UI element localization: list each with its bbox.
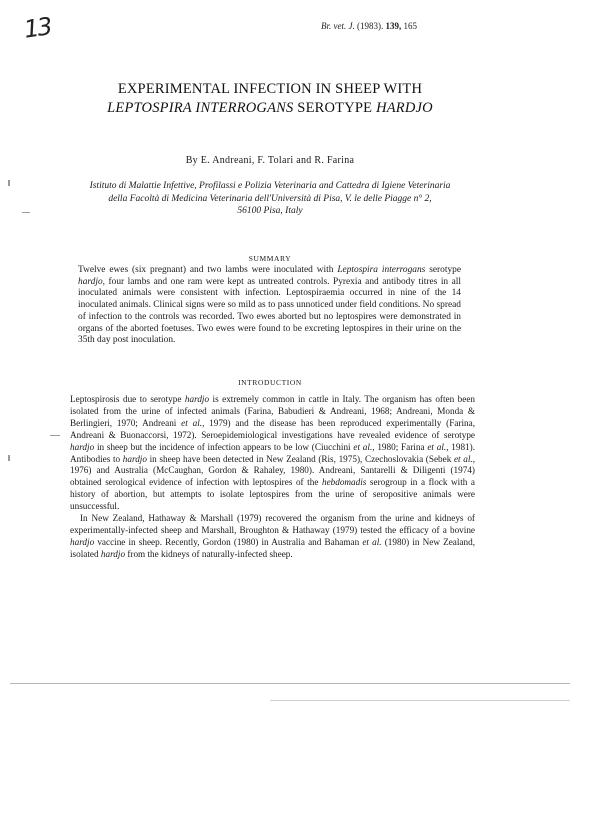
summary-run: serotype (425, 265, 461, 275)
title-organism: LEPTOSPIRA INTERROGANS (107, 100, 294, 116)
italic-run: hardjo (70, 441, 95, 452)
author-line: By E. Andreani, F. Tolari and R. Farina (185, 155, 355, 166)
summary-heading: SUMMARY (248, 254, 292, 263)
handwritten-page-mark: 13 (22, 12, 53, 44)
title-line-1: EXPERIMENTAL INFECTION IN SHEEP WITH (117, 81, 423, 97)
text-run: , 1981). Antibodies to (70, 441, 476, 464)
text-run: from the kidneys of naturally-infected sheep. (125, 548, 293, 559)
text-run: in sheep have been detected in New Zealand (Ris, 1975), Czechoslovakia (Sebek (146, 453, 454, 464)
italic-run: et al. (362, 536, 382, 547)
italic-run: et al. (353, 441, 373, 452)
journal-reference (321, 21, 417, 31)
italic-run: hardjo (122, 453, 147, 464)
text-run: is extremely common in cattle in Italy. The organism has often been isolated from the urine of infected animals (Farina, Babudieri & Andreani, 1968; Andreani, Monda & Berlingieri, 1970; Andreani (70, 394, 475, 428)
italic-run: et al. (427, 441, 447, 452)
summary-run: , four lambs and one ram were kept as untreated controls. Pyrexia and antibody titres in all inoculated animals were consistent with infection. Leptospiraemia occurred in nine of the 14 inoculated animals. Clinical signs were so mild as to pass unnoticed under field conditions. No spread of infection to the controls was recorded. Two ewes aborted but no leptospires were demonstrated in organs of the aborted foetuses. Two ewes were found to be excreting leptospires in their urine on the 35th day post inoculation. (78, 276, 461, 346)
text-run: (1980) in New Zealand, isolated (70, 536, 475, 559)
italic-run: hardjo (100, 548, 126, 559)
introduction-heading: INTRODUCTION (238, 378, 302, 387)
italic-run: hebdomadis (321, 477, 367, 488)
margin-mark (8, 455, 10, 461)
journal-page: 165 (403, 21, 417, 31)
intro-paragraph-1 (70, 394, 475, 513)
title-serotype-name: HARDJO (376, 100, 433, 116)
scan-rule-line (10, 683, 570, 684)
summary-italic: hardjo (78, 276, 103, 287)
intro-paragraph-2 (70, 513, 475, 561)
title-line-2 (70, 99, 470, 118)
affiliation-line-2: della Facoltà di Medicina Veterinaria dell'Università di Pisa, V. le delle Piagge n° 2, (108, 193, 432, 204)
text-run: , 1979) and the disease has been reproduced experimentally (Farina, Andreani & Buonaccorsi, 1972). Seroepidemiological investigations have revealed evidence of serotype (70, 417, 476, 440)
italic-run: et al. (181, 417, 203, 428)
text-run: , 1980; Farina (372, 441, 428, 452)
margin-mark (50, 435, 60, 436)
title-serotype-word: SEROTYPE (293, 100, 377, 116)
italic-run: et al. (453, 453, 473, 464)
text-run: serogroup in a flock with a history of abortion, but attempts to isolate leptospires from the urine of seropositive animals were unsuccessful. (70, 477, 475, 512)
text-run: Leptospirosis due to serotype (70, 394, 185, 404)
italic-run: hardjo (184, 394, 210, 404)
italic-run: hardjo (70, 536, 95, 547)
affiliation-line-3: 56100 Pisa, Italy (237, 206, 303, 216)
article-title (70, 80, 470, 118)
margin-mark (8, 180, 10, 186)
summary-italic: Leptospira interrogans (337, 265, 426, 275)
text-run: , 1976) and Australia (McCaughan, Gordon & Rahaley, 1980). Andreani, Santarelli & Diligenti (1974) obtained serological evidence of infection with leptospires of the (70, 453, 476, 488)
summary-text (78, 265, 461, 347)
journal-name: Br. vet. J. (321, 21, 355, 31)
margin-mark (22, 212, 30, 213)
summary-run: Twelve ewes (six pregnant) and two lambs were inoculated with (78, 265, 338, 275)
introduction-text (70, 394, 475, 561)
text-run: vaccine in sheep. Recently, Gordon (1980) in Australia and Bahaman (94, 536, 363, 547)
text-run: in sheep but the incidence of infection appears to be low (Ciucchini (94, 441, 354, 452)
scan-rule-line (270, 700, 570, 701)
affiliation (60, 180, 480, 218)
journal-year: (1983). (357, 21, 384, 31)
affiliation-line-1: Istituto di Malattie Infettive, Profilassi e Polizia Veterinaria and Cattedra di Igiene Veterinaria (89, 181, 451, 191)
journal-volume: 139, (385, 21, 402, 31)
text-run: In New Zealand, Hathaway & Marshall (1979) recovered the organism from the urine and kidneys of experimentally-infected sheep and Marshall, Broughton & Hathaway (1979) tested the efficacy of a bovine (70, 513, 475, 535)
